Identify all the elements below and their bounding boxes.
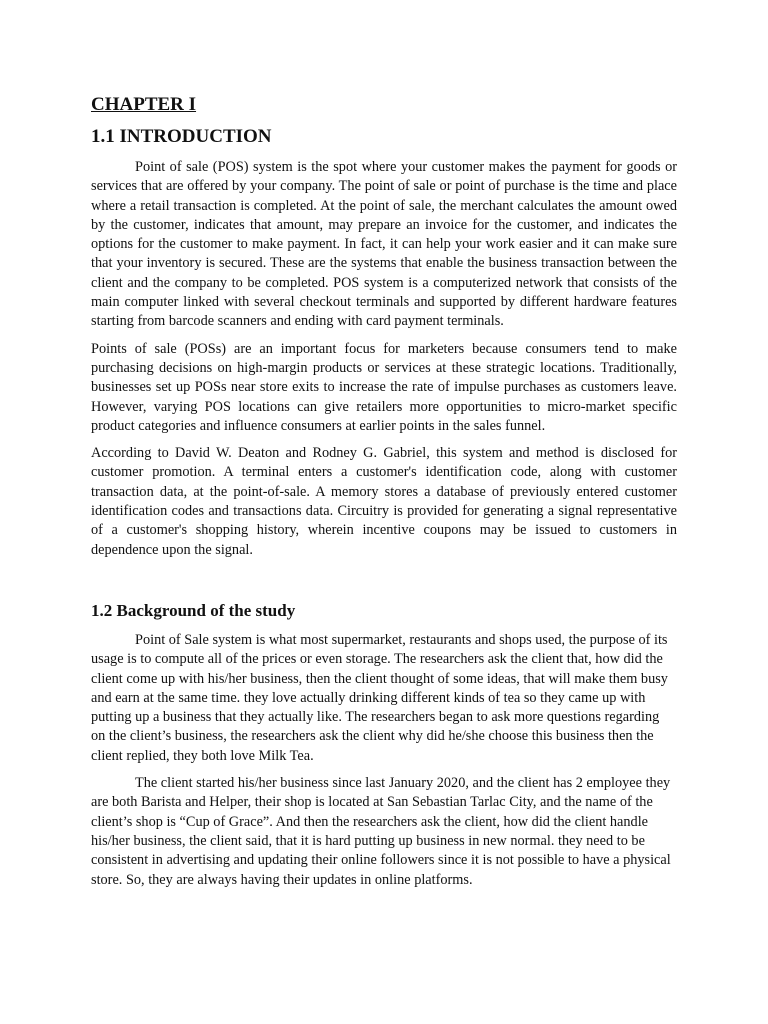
introduction-paragraph-2: Points of sale (POSs) are an important focus for marketers because consumers tend to make purchasing decisions on high-margin products or services at these strategic locations. Traditionally, businesses set up POSs near store exits to increase the rate of impulse purchases as customers leave. However, varying POS locations can give retailers more opportunities to micro-market specific product categories and influence consumers at earlier points in the sales funnel.: [91, 340, 677, 434]
introduction-heading: 1.1 INTRODUCTION: [91, 126, 272, 147]
background-paragraph-1: Point of Sale system is what most supermarket, restaurants and shops used, the purpose of its usage is to compute all of the prices or even storage. The researchers ask the client that, how did the client come up with his/her business, then the client thought of some ideas, that will make them busy and earn at the same time. they love actually drinking different kinds of tea so they came up with putting up a business that they actually like. The researchers began to ask more questions regarding on the client’s business, the researchers ask the client why did he/she choose this business then the client replied, they both love Milk Tea.: [91, 631, 668, 764]
background-heading: 1.2 Background of the study: [91, 600, 296, 620]
introduction-paragraph-1: Point of sale (POS) system is the spot where your customer makes the payment for goods or services that are offered by your company. The point of sale or point of purchase is the time and place where a retail transaction is completed. At the point of sale, the merchant calculates the amount owed by the customer, indicates that amount, may prepare an invoice for the customer, and indicates the options for the customer to make payment. In fact, it can help your work easier and it can make sure that your inventory is secured. These are the systems that enable the business transaction between the client and the company to be completed. POS system is a computerized network that consists of the main computer linked with several checkout terminals and supported by different hardware features starting from barcode scanners and ending with card payment terminals.: [91, 159, 677, 330]
chapter-title: CHAPTER I: [91, 94, 197, 115]
document-page: [91, 92, 677, 898]
background-paragraph-2: The client started his/her business since last January 2020, and the client has 2 employee they are both Barista and Helper, their shop is located at San Sebastian Tarlac City, and the name of the client’s shop is “Cup of Grace”. And then the researchers ask the client, how did the client handle his/her business, the client said, that it is hard putting up business in new normal. they need to be consistent in advertising and updating their online followers since it is not possible to have a physical store. So, they are always having their updates in online platforms.: [91, 775, 671, 888]
introduction-paragraph-3: According to David W. Deaton and Rodney G. Gabriel, this system and method is disclosed for customer promotion. A terminal enters a customer's identification code, along with customer transaction data, at the point-of-sale. A memory stores a database of previously entered customer identification codes and transactions data. Circuitry is provided for generating a signal representative of a customer's shopping history, wherein incentive coupons may be issued to customers in dependence upon the signal.: [91, 445, 677, 558]
section-spacer: [91, 568, 677, 599]
